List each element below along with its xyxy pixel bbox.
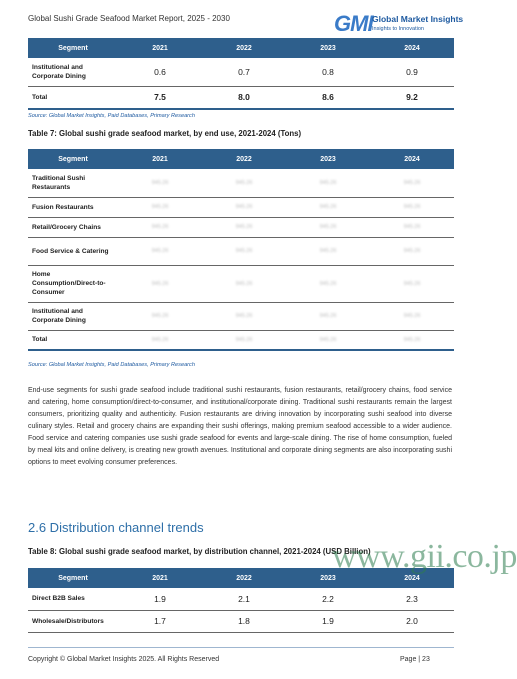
col-header: Segment [28, 38, 118, 58]
cell: 2.3 [370, 588, 454, 610]
table-row [28, 237, 454, 265]
col-header: 2024 [370, 568, 454, 588]
row-label: Wholesale/Distributors [28, 610, 118, 632]
table-row [28, 610, 454, 632]
col-header: 2022 [202, 568, 286, 588]
gmi-logo [334, 9, 464, 39]
col-header: 2021 [118, 568, 202, 588]
row-label: Retail/Grocery Chains [28, 217, 118, 237]
cell: 945.26 [118, 330, 202, 350]
logo-name: Global Market Insights [372, 14, 464, 24]
section-heading: 2.6 Distribution channel trends [28, 520, 204, 535]
cell: 945.26 [286, 265, 370, 302]
cell: 945.26 [118, 302, 202, 330]
cell: 945.26 [370, 197, 454, 217]
table-source: Source: Global Market Insights, Paid Databases, Primary Research [28, 362, 195, 368]
cell: 0.8 [286, 58, 370, 86]
table-source: Source: Global Market Insights, Paid Databases, Primary Research [28, 113, 195, 119]
cell: 945.26 [370, 169, 454, 197]
cell: 945.26 [370, 217, 454, 237]
table-row [28, 58, 454, 86]
row-label: Total [28, 330, 118, 350]
col-header: 2021 [118, 38, 202, 58]
table-row [28, 302, 454, 330]
cell: 1.9 [118, 588, 202, 610]
cell: 7.5 [118, 86, 202, 109]
cell: 945.26 [202, 330, 286, 350]
cell: 945.26 [286, 330, 370, 350]
table-row [28, 265, 454, 302]
col-header: 2022 [202, 38, 286, 58]
cell: 1.7 [118, 610, 202, 632]
cell: 945.26 [118, 237, 202, 265]
table-row [28, 588, 454, 610]
footer-divider [28, 647, 454, 648]
page-number: Page | 23 [400, 656, 430, 663]
table-header-row [28, 38, 454, 58]
table-row [28, 169, 454, 197]
cell: 945.26 [370, 302, 454, 330]
col-header: 2021 [118, 149, 202, 169]
col-header: Segment [28, 568, 118, 588]
col-header: 2024 [370, 38, 454, 58]
col-header: 2023 [286, 568, 370, 588]
cell: 945.26 [202, 197, 286, 217]
row-label: Institutional and Corporate Dining [28, 302, 118, 330]
cell: 945.26 [370, 265, 454, 302]
row-label: Fusion Restaurants [28, 197, 118, 217]
cell: 945.26 [202, 302, 286, 330]
cell: 945.26 [202, 265, 286, 302]
logo-tagline: Insights to Innovation [372, 26, 424, 32]
row-label: Food Service & Catering [28, 237, 118, 265]
cell: 945.26 [202, 217, 286, 237]
table-row [28, 217, 454, 237]
table-row-total [28, 86, 454, 109]
cell: 1.8 [202, 610, 286, 632]
table-caption: Table 8: Global sushi grade seafood market, by distribution channel, 2021-2024 (USD Billion) [28, 547, 371, 556]
table-row [28, 197, 454, 217]
cell: 945.26 [118, 197, 202, 217]
report-title: Global Sushi Grade Seafood Market Report, 2025 - 2030 [28, 14, 230, 23]
row-label: Institutional and Corporate Dining [28, 58, 118, 86]
end-use-table [28, 149, 454, 351]
footer-copyright: Copyright © Global Market Insights 2025. All Rights Reserved [28, 656, 220, 663]
cell: 945.26 [118, 217, 202, 237]
cell: 945.26 [118, 265, 202, 302]
cell: 945.26 [202, 237, 286, 265]
cell: 0.7 [202, 58, 286, 86]
cell: 945.26 [202, 169, 286, 197]
cell: 2.0 [370, 610, 454, 632]
distribution-channel-table [28, 568, 454, 633]
cell: 945.26 [286, 302, 370, 330]
row-label: Direct B2B Sales [28, 588, 118, 610]
cell: 945.26 [286, 169, 370, 197]
cell: 2.2 [286, 588, 370, 610]
cell: 945.26 [370, 237, 454, 265]
table-row-total [28, 330, 454, 350]
table-caption: Table 7: Global sushi grade seafood market, by end use, 2021-2024 (Tons) [28, 129, 302, 138]
row-label: Total [28, 86, 118, 109]
logo-mark: GMI [334, 11, 373, 36]
row-label: Traditional Sushi Restaurants [28, 169, 118, 197]
cell: 945.26 [286, 197, 370, 217]
cell: 8.0 [202, 86, 286, 109]
col-header: 2024 [370, 149, 454, 169]
cell: 945.26 [286, 217, 370, 237]
col-header: 2023 [286, 38, 370, 58]
market-table-continued [28, 38, 454, 110]
watermark: www.gii.co.jp [332, 538, 517, 575]
cell: 0.6 [118, 58, 202, 86]
table-header-row [28, 149, 454, 169]
row-label: Home Consumption/Direct-to-Consumer [28, 265, 118, 302]
cell: 945.26 [286, 237, 370, 265]
col-header: Segment [28, 149, 118, 169]
cell: 9.2 [370, 86, 454, 109]
cell: 945.26 [118, 169, 202, 197]
col-header: 2022 [202, 149, 286, 169]
body-paragraph: End-use segments for sushi grade seafood include traditional sushi restaurants, fusion restaurants, retail/grocery chains, food service and catering, home consumption/direct-to-consumer, and institutional/corporate dining. Traditional sushi restaurants remain the largest consumers, prioritizing quality and authenticity. Fusion restaurants are driving innovation by incorporating sushi seafood into diverse culinary styles. Retail and grocery chains are expanding their sushi offerings, making premium seafood accessible to a wider audience. Food service and catering companies use sushi grade seafood for events and large-scale dining. The rise of home consumption, fueled by meal kits and online delivery, is creating new growth avenues. Institutional and corporate dining segments are also incorporating sushi options to meet evolving consumer preferences. [28, 387, 452, 466]
cell: 945.26 [370, 330, 454, 350]
col-header: 2023 [286, 149, 370, 169]
cell: 8.6 [286, 86, 370, 109]
cell: 1.9 [286, 610, 370, 632]
cell: 2.1 [202, 588, 286, 610]
cell: 0.9 [370, 58, 454, 86]
